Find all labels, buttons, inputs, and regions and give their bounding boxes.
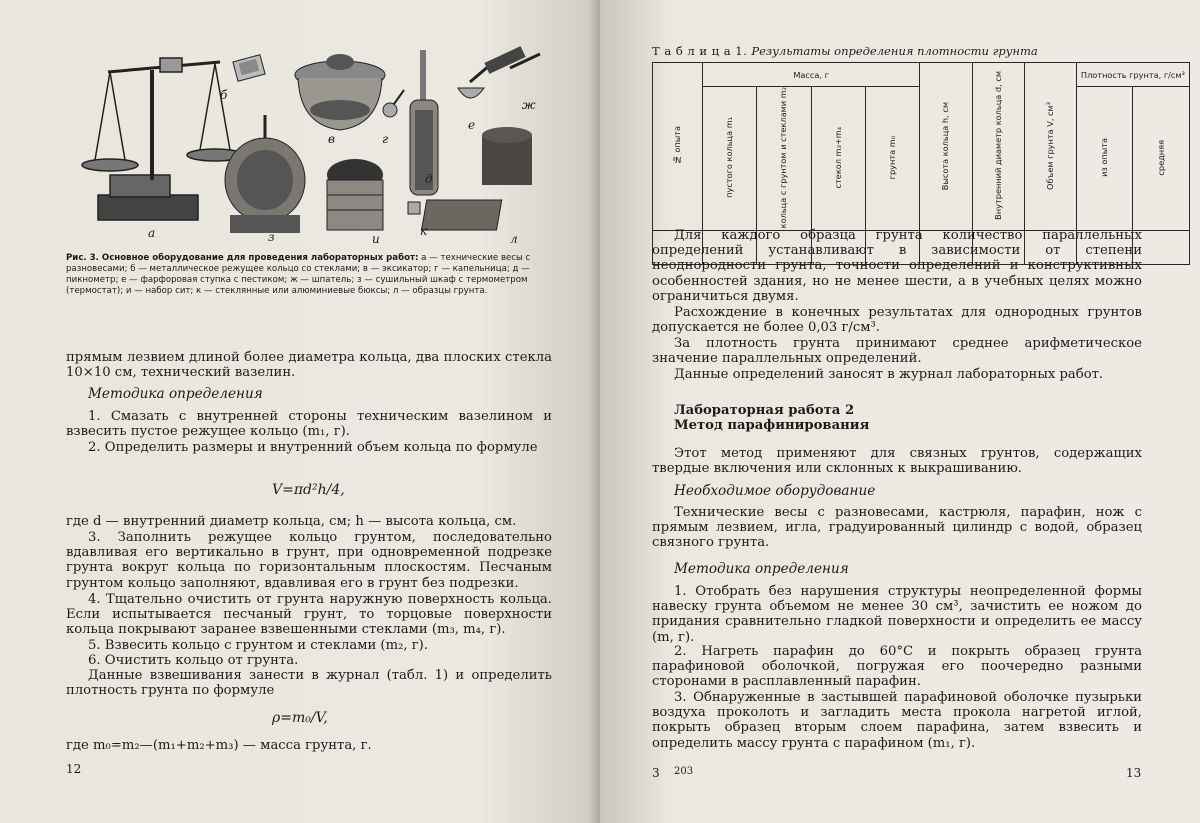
th-volume: Объем грунта V, см³ xyxy=(1024,63,1076,231)
th-height: Высота кольца h, см xyxy=(920,63,972,231)
volume-formula: V=πd²h/4, xyxy=(272,482,345,498)
cutting-ring-illustration xyxy=(233,55,265,82)
right-paragraph-2: Расхождение в конечных результатах для однородных грунтов допускается не более 0,03 г/см³. xyxy=(652,305,1142,336)
balance-scale-illustration xyxy=(82,58,243,220)
figure-label-k: к xyxy=(420,224,428,238)
sieves-set-illustration xyxy=(327,159,383,230)
step-1: 1. Смазать с внутренней стороны техническим вазелином и взвесить пустое режущее кольцо (m₁, г). xyxy=(66,409,552,440)
equipment-list: Технические весы с разновесами, кастрюля, парафин, нож с прямым лезвием, игла, градуированный цилиндр с водой, образец связного грунта. xyxy=(652,505,1142,551)
right-step-2: 2. Нагреть парафин до 60°С и покрыть образец грунта парафиновой оболочкой, погружая его поочередно разными сторонами в расплавленный парафин. xyxy=(652,644,1142,690)
figure-label-e: е xyxy=(468,118,476,132)
equipment-illustration xyxy=(70,40,570,250)
figure-label-g: г xyxy=(382,132,389,146)
th-mass-soil: грунта m₀ xyxy=(866,87,920,231)
right-method-heading: Методика определения xyxy=(674,561,849,577)
figure-label-b: б xyxy=(220,88,228,102)
th-mass-group: Масса, г xyxy=(702,63,919,87)
desiccator-illustration xyxy=(295,54,385,130)
figure-label-zh: ж xyxy=(522,98,536,112)
step-3: 3. Заполнить режущее кольцо грунтом, последовательно вдавливая его вертикально в грунт, при одновременной подрезке грунта вокруг кольца по горизонтальным плоскостям. Песчаным грунтом кольцо заполняют, вдавливая его в грунт без подрезки. xyxy=(66,530,552,591)
right-step-3: 3. Обнаруженные в застывшей парафиновой оболочке пузырьки воздуха проколоть и загладить места прокола нагретой иглой, покрыть образец вторым слоем парафина, затем взвесить и определить массу грунта с парафином (m₁, г). xyxy=(652,690,1142,751)
formula-1-legend: где d — внутренний диаметр кольца, см; h — высота кольца, см. xyxy=(66,514,517,529)
step-6: 6. Очистить кольцо от грунта. xyxy=(88,653,299,668)
spatula-illustration xyxy=(484,46,540,74)
figure-label-l: л xyxy=(510,232,518,246)
intro-paragraph: прямым лезвием длиной более диаметра кольца, два плоских стекла 10×10 см, технический вазелин. xyxy=(66,350,552,381)
th-density-group: Плотность грунта, г/см³ xyxy=(1076,63,1189,87)
th-diameter: Внутренний диаметр кольца d, см xyxy=(972,63,1024,231)
drying-oven-illustration xyxy=(225,115,305,233)
formula-2-legend: где m₀=m₂—(m₁+m₂+m₃) — масса грунта, г. xyxy=(66,738,372,753)
th-mass-glasses: стекол m₃+m₄ xyxy=(811,87,865,231)
equipment-heading: Необходимое оборудование xyxy=(674,483,876,499)
left-page-number: 12 xyxy=(66,762,82,776)
step-4: 4. Тщательно очистить от грунта наружную поверхность кольца. Если испытывается песчаный грунт, то торцовые поверхности кольца покрывают заранее взвешенными стеклами (m₃, m₄, г). xyxy=(66,592,552,638)
figure-label-z: з xyxy=(268,230,275,244)
figure-label-v: в xyxy=(328,132,335,146)
th-density-average: средняя xyxy=(1133,87,1190,231)
figure-caption xyxy=(66,253,566,297)
right-paragraph-1: Для каждого образца грунта количество параллельных определений устанавливают в зависимости от степени неоднородности грунта, точности определений и конструктивных особенностей здания, но не менее шести, а в учебных целях можно ограничиться двумя. xyxy=(652,228,1142,304)
table-caption xyxy=(652,44,1038,58)
figure-label-i: и xyxy=(372,232,380,246)
figure-caption-body: а — технические весы с разновесами; б — металлическое режущее кольцо со стеклами; в — эксикатор; г — капельница; д — пикнометр; е — фарфоровая ступка с пестиком; ж — шпатель; з — сушильный шкаф с термометром (термостат); и — набор сит; к — стеклянные или алюминиевые бюксы; л — образцы грунта. xyxy=(66,253,531,296)
printer-signature-code: 203 xyxy=(674,766,694,777)
right-paragraph-3: За плотность грунта принимают среднее арифметическое значение параллельных определений. xyxy=(652,336,1142,367)
printer-signature: 3 xyxy=(652,766,660,780)
th-mass-with-soil: кольца с грунтом и стеклами m₂ xyxy=(757,87,811,231)
figure-caption-title: Рис. 3. Основное оборудование для проведения лабораторных работ: xyxy=(66,253,419,263)
equipment-figure xyxy=(70,40,570,250)
th-no: № опыта xyxy=(653,63,703,231)
figure-label-d: д xyxy=(425,172,433,186)
density-formula: ρ=m₀/V, xyxy=(272,710,328,726)
pycnometer-illustration xyxy=(410,50,438,195)
method-description: Этот метод применяют для связных грунтов, содержащих твердые включения или склонных к выкрашиванию. xyxy=(652,446,1142,477)
right-page-number: 13 xyxy=(1126,766,1142,780)
figure-label-a: а xyxy=(148,226,156,240)
right-paragraph-4: Данные определений заносят в журнал лабораторных работ. xyxy=(674,367,1104,382)
dropper-illustration xyxy=(383,90,404,117)
th-mass-empty: пустого кольца m₁ xyxy=(702,87,756,231)
table-caption-prefix: Т а б л и ц а 1. xyxy=(652,44,748,58)
step-2: 2. Определить размеры и внутренний объем кольца по формуле xyxy=(88,440,538,455)
right-step-1: 1. Отобрать без нарушения структуры неопределенной формы навеску грунта объемом не менее 30 см³, зачистить ее ножом до придания сравнительно гладкой поверхности и определить ее массу (m, г). xyxy=(652,584,1142,645)
th-density-experiment: из опыта xyxy=(1076,87,1133,231)
data-paragraph: Данные взвешивания занести в журнал (табл. 1) и определить плотность грунта по формуле xyxy=(66,668,552,699)
method-heading: Методика определения xyxy=(88,386,263,402)
mortar-illustration xyxy=(458,65,490,98)
table-caption-title: Результаты определения плотности грунта xyxy=(751,44,1038,58)
step-5: 5. Взвесить кольцо с грунтом и стеклами (m₂, г). xyxy=(88,638,428,653)
lab-work-title: Лабораторная работа 2 xyxy=(674,403,855,418)
lab-work-subtitle: Метод парафинирования xyxy=(674,418,870,433)
right-page xyxy=(600,0,1200,823)
